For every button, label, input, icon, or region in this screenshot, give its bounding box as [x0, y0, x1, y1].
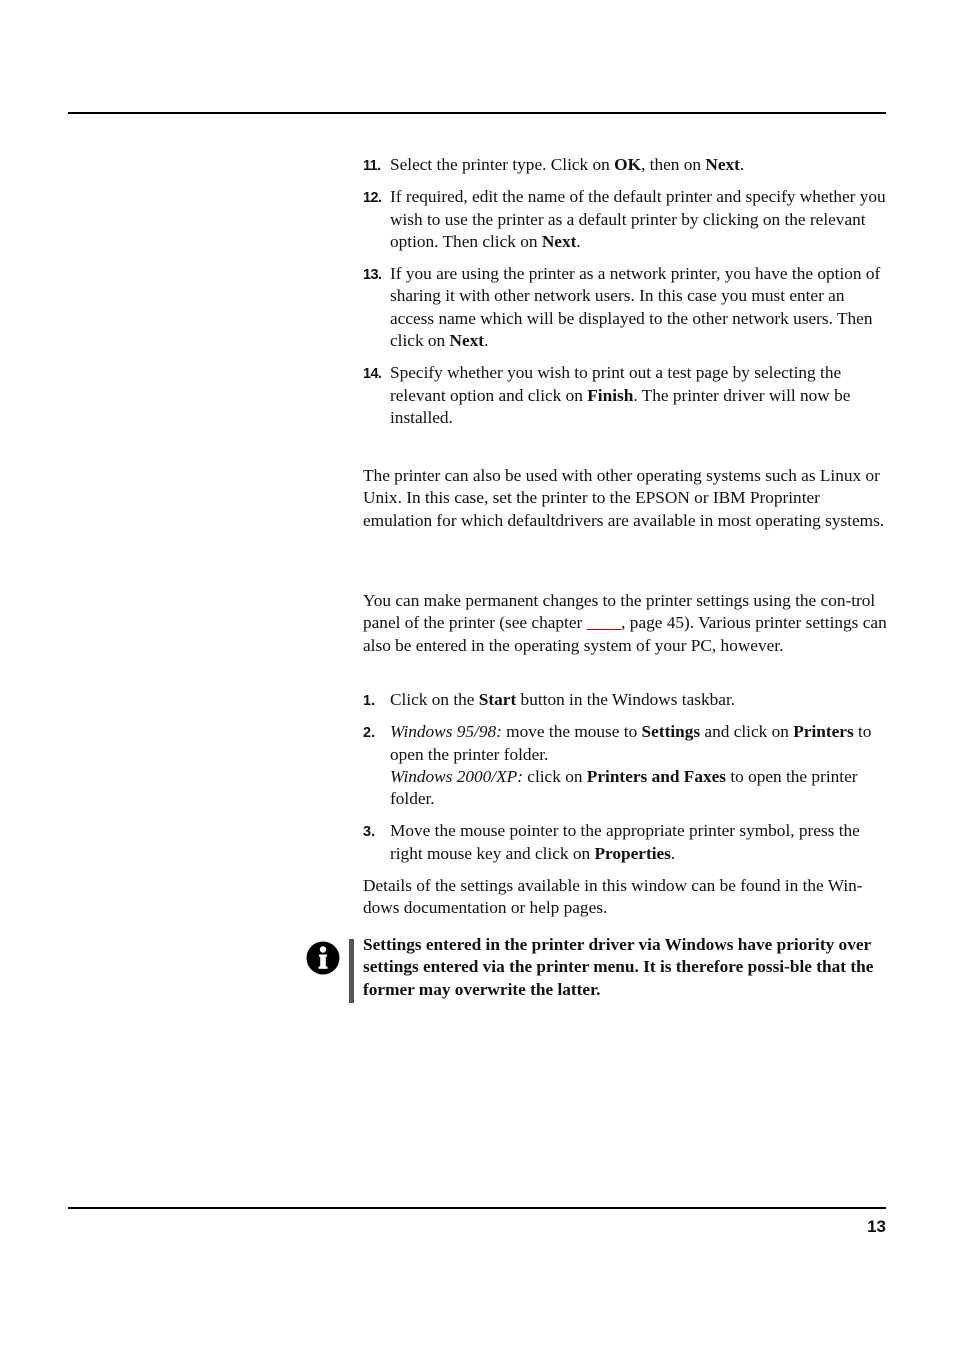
- step-number: 1.: [363, 693, 376, 709]
- bottom-rule: [68, 1207, 886, 1209]
- step-item-3: 3. Move the mouse pointer to the appropriate printer symbol, press the right mouse key and click on Properties.: [363, 821, 860, 863]
- step-item-12: 12. If required, edit the name of the default printer and specify whether you wish to use the printer as a default printer by clicking on the relevant option. Then click on Next.: [363, 187, 886, 251]
- note-text: Settings entered in the printer driver via Windows have priority over settings entered via the printer menu. It is therefore possi-ble that the former may overwrite the latter.: [363, 935, 874, 999]
- note-bar: [349, 939, 354, 1003]
- step-item-2: 2. Windows 95/98: move the mouse to Settings and click on Printers to open the printer folder. Windows 2000/XP: click on Printers and Faxes to open the printer folder.: [363, 722, 872, 809]
- step-number: 13.: [363, 267, 382, 284]
- step-item-14: 14. Specify whether you wish to print out a test page by selecting the relevant option and click on Finish. The printer driver will now be installed.: [363, 363, 851, 427]
- step-number: 11.: [363, 158, 381, 174]
- step-number: 3.: [363, 824, 376, 841]
- chapter-link[interactable]: ____: [586, 613, 622, 633]
- step-number: 12.: [363, 190, 382, 207]
- step-number: 2.: [363, 725, 376, 742]
- step-number: 14.: [363, 366, 382, 383]
- other-os-paragraph: The printer can also be used with other operating systems such as Linux or Unix. In this case, set the printer to the EPSON or IBM Proprinter emulation for which defaultdrivers are available in most operating systems.: [363, 466, 885, 530]
- steps-list-b: [363, 689, 887, 920]
- page-number: 13: [867, 1217, 886, 1236]
- step-item-13: 13. If you are using the printer as a network printer, you have the option of sharing it with other network users. In this case you must enter an access name which will be displayed to the other network users. Then click on Next.: [363, 264, 881, 351]
- top-rule: [68, 112, 886, 114]
- settings-paragraph: You can make permanent changes to the printer settings using the con-trol panel of the printer (see chapter ____, page 45). Various printer settings can also be entered in the operating system of your PC, however.: [363, 591, 887, 655]
- info-icon: [306, 941, 340, 975]
- step-item-11: 11. Select the printer type. Click on OK, then on Next.: [363, 154, 887, 176]
- details-paragraph: Details of the settings available in this window can be found in the Win-dows documentation or help pages.: [363, 876, 863, 918]
- steps-list-a: [363, 154, 887, 439]
- step-item-1: 1. Click on the Start button in the Windows taskbar.: [363, 689, 887, 711]
